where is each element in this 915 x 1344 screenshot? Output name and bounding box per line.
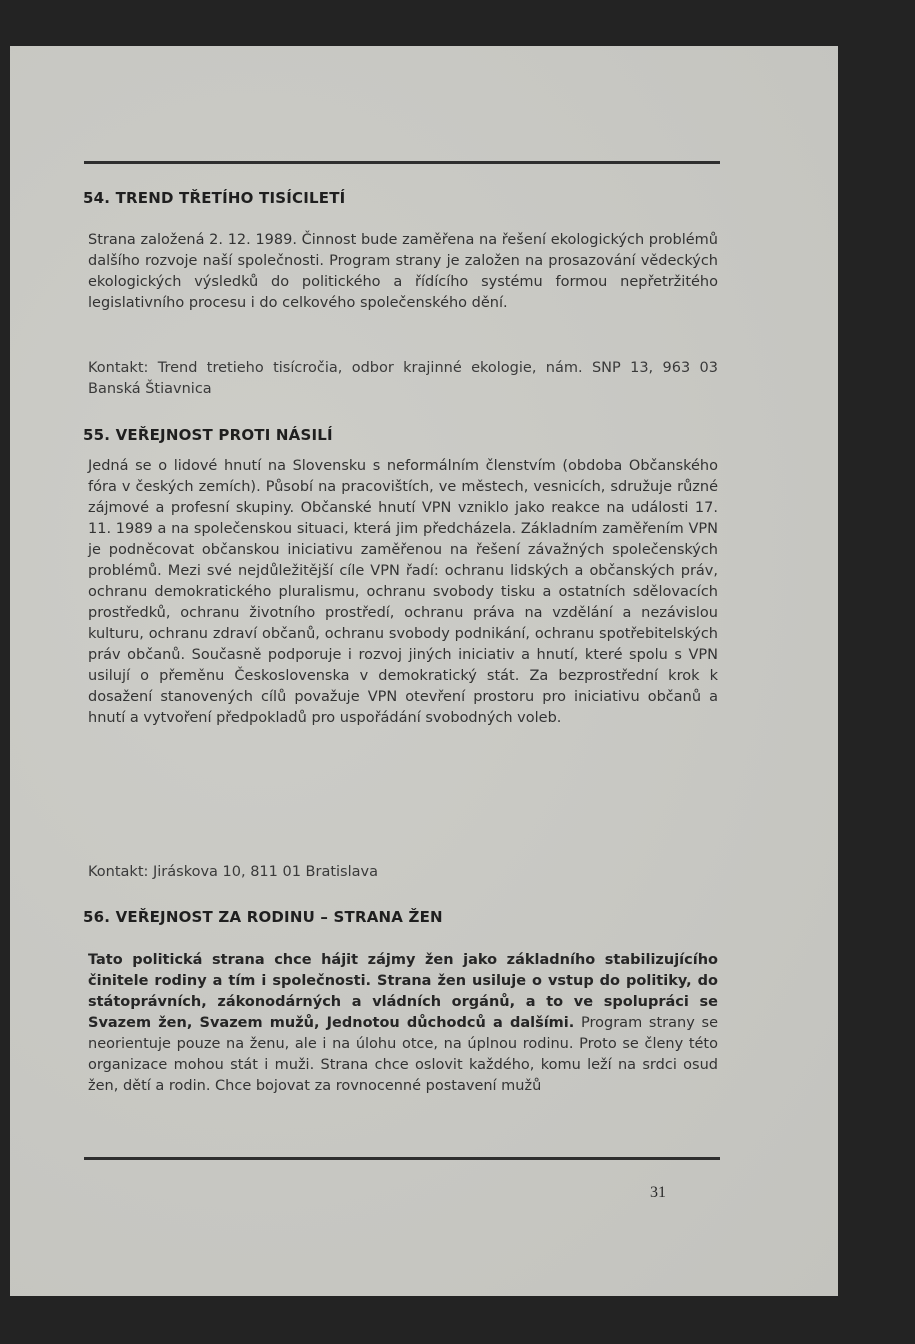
- section-55-description: Jedná se o lidové hnutí na Slovensku s neformálním členstvím (obdoba Občanského fóra v českých zemích). Působí na pracovištích, ve městech, vesnicích, sdružuje různé zájmové a profesní skupiny. Občanské hnutí VPN vzniklo jako reakce na události 17. 11. 1989 a na společenskou situaci, která jim předcházela. Základním zaměřením VPN je podněcovat občanskou iniciativu zaměřenou na řešení závažných společenských problémů. Mezi své nejdůležitější cíle VPN řadí: ochranu lidských a občanských práv, ochranu demokratického pluralismu, ochranu svobody tisku a ostatních sdělovacích prostředků, ochranu životního prostředí, ochranu práva na vzdělání a nezávislou kulturu, ochranu zdraví občanů, ochranu svobody podnikání, ochranu spotřebitelských práv občanů. Současně podporuje i rozvoj jiných iniciativ a hnutí, které spolu s VPN usilují o přeměnu Československa v demokratický stát. Za bezprostřední krok k dosažení stanovených cílů považuje VPN otevření prostoru pro iniciativu občanů a hnutí a vytvoření předpokladů pro uspořádání svobodných voleb.: [88, 458, 718, 726]
- top-rule: [84, 161, 720, 164]
- page-number: 31: [650, 1184, 666, 1201]
- document-page: [10, 46, 838, 1296]
- section-55-contact: Kontakt: Jiráskova 10, 811 01 Bratislava: [88, 864, 378, 880]
- section-54-heading: 54. TREND TŘETÍHO TISÍCILETÍ: [83, 189, 346, 207]
- bottom-rule: [84, 1157, 720, 1160]
- section-56-description-bold: Tato politická strana chce hájit zájmy žen jako základního stabilizujícího činitele rodiny a tím i společnosti. Strana žen usiluje o vstup do politiky, do státoprávních, zákonodárných a vládních orgánů, a to ve spolupráci se Svazem žen, Svazem mužů, Jednotou důchodců a dalšími.: [88, 952, 718, 1031]
- section-54-description: Strana založená 2. 12. 1989. Činnost bude zaměřena na řešení ekologických problémů dalšího rozvoje naší společnosti. Program strany je založen na prosazování vědeckých ekologických výsledků do politického a řídícího systému formou nepřetržitého legislativního procesu i do celkového společenského dění.: [88, 232, 718, 311]
- section-54-contact: Kontakt: Trend tretieho tisícročia, odbor krajinné ekologie, nám. SNP 13, 963 03 Banská Štiavnica: [88, 360, 718, 397]
- section-56-heading: 56. VEŘEJNOST ZA RODINU – STRANA ŽEN: [83, 908, 443, 926]
- section-56-description: [88, 950, 718, 1097]
- section-56-description-regular: Program strany se neorientuje pouze na ženu, ale i na úlohu otce, na úplnou rodinu. Proto se členy této organizace mohou stát i muži. Strana chce oslovit každého, komu leží na srdci osud žen, dětí a rodin. Chce bojovat za rovnocenné postavení mužů: [88, 1015, 719, 1094]
- section-55-heading: 55. VEŘEJNOST PROTI NÁSILÍ: [83, 426, 333, 444]
